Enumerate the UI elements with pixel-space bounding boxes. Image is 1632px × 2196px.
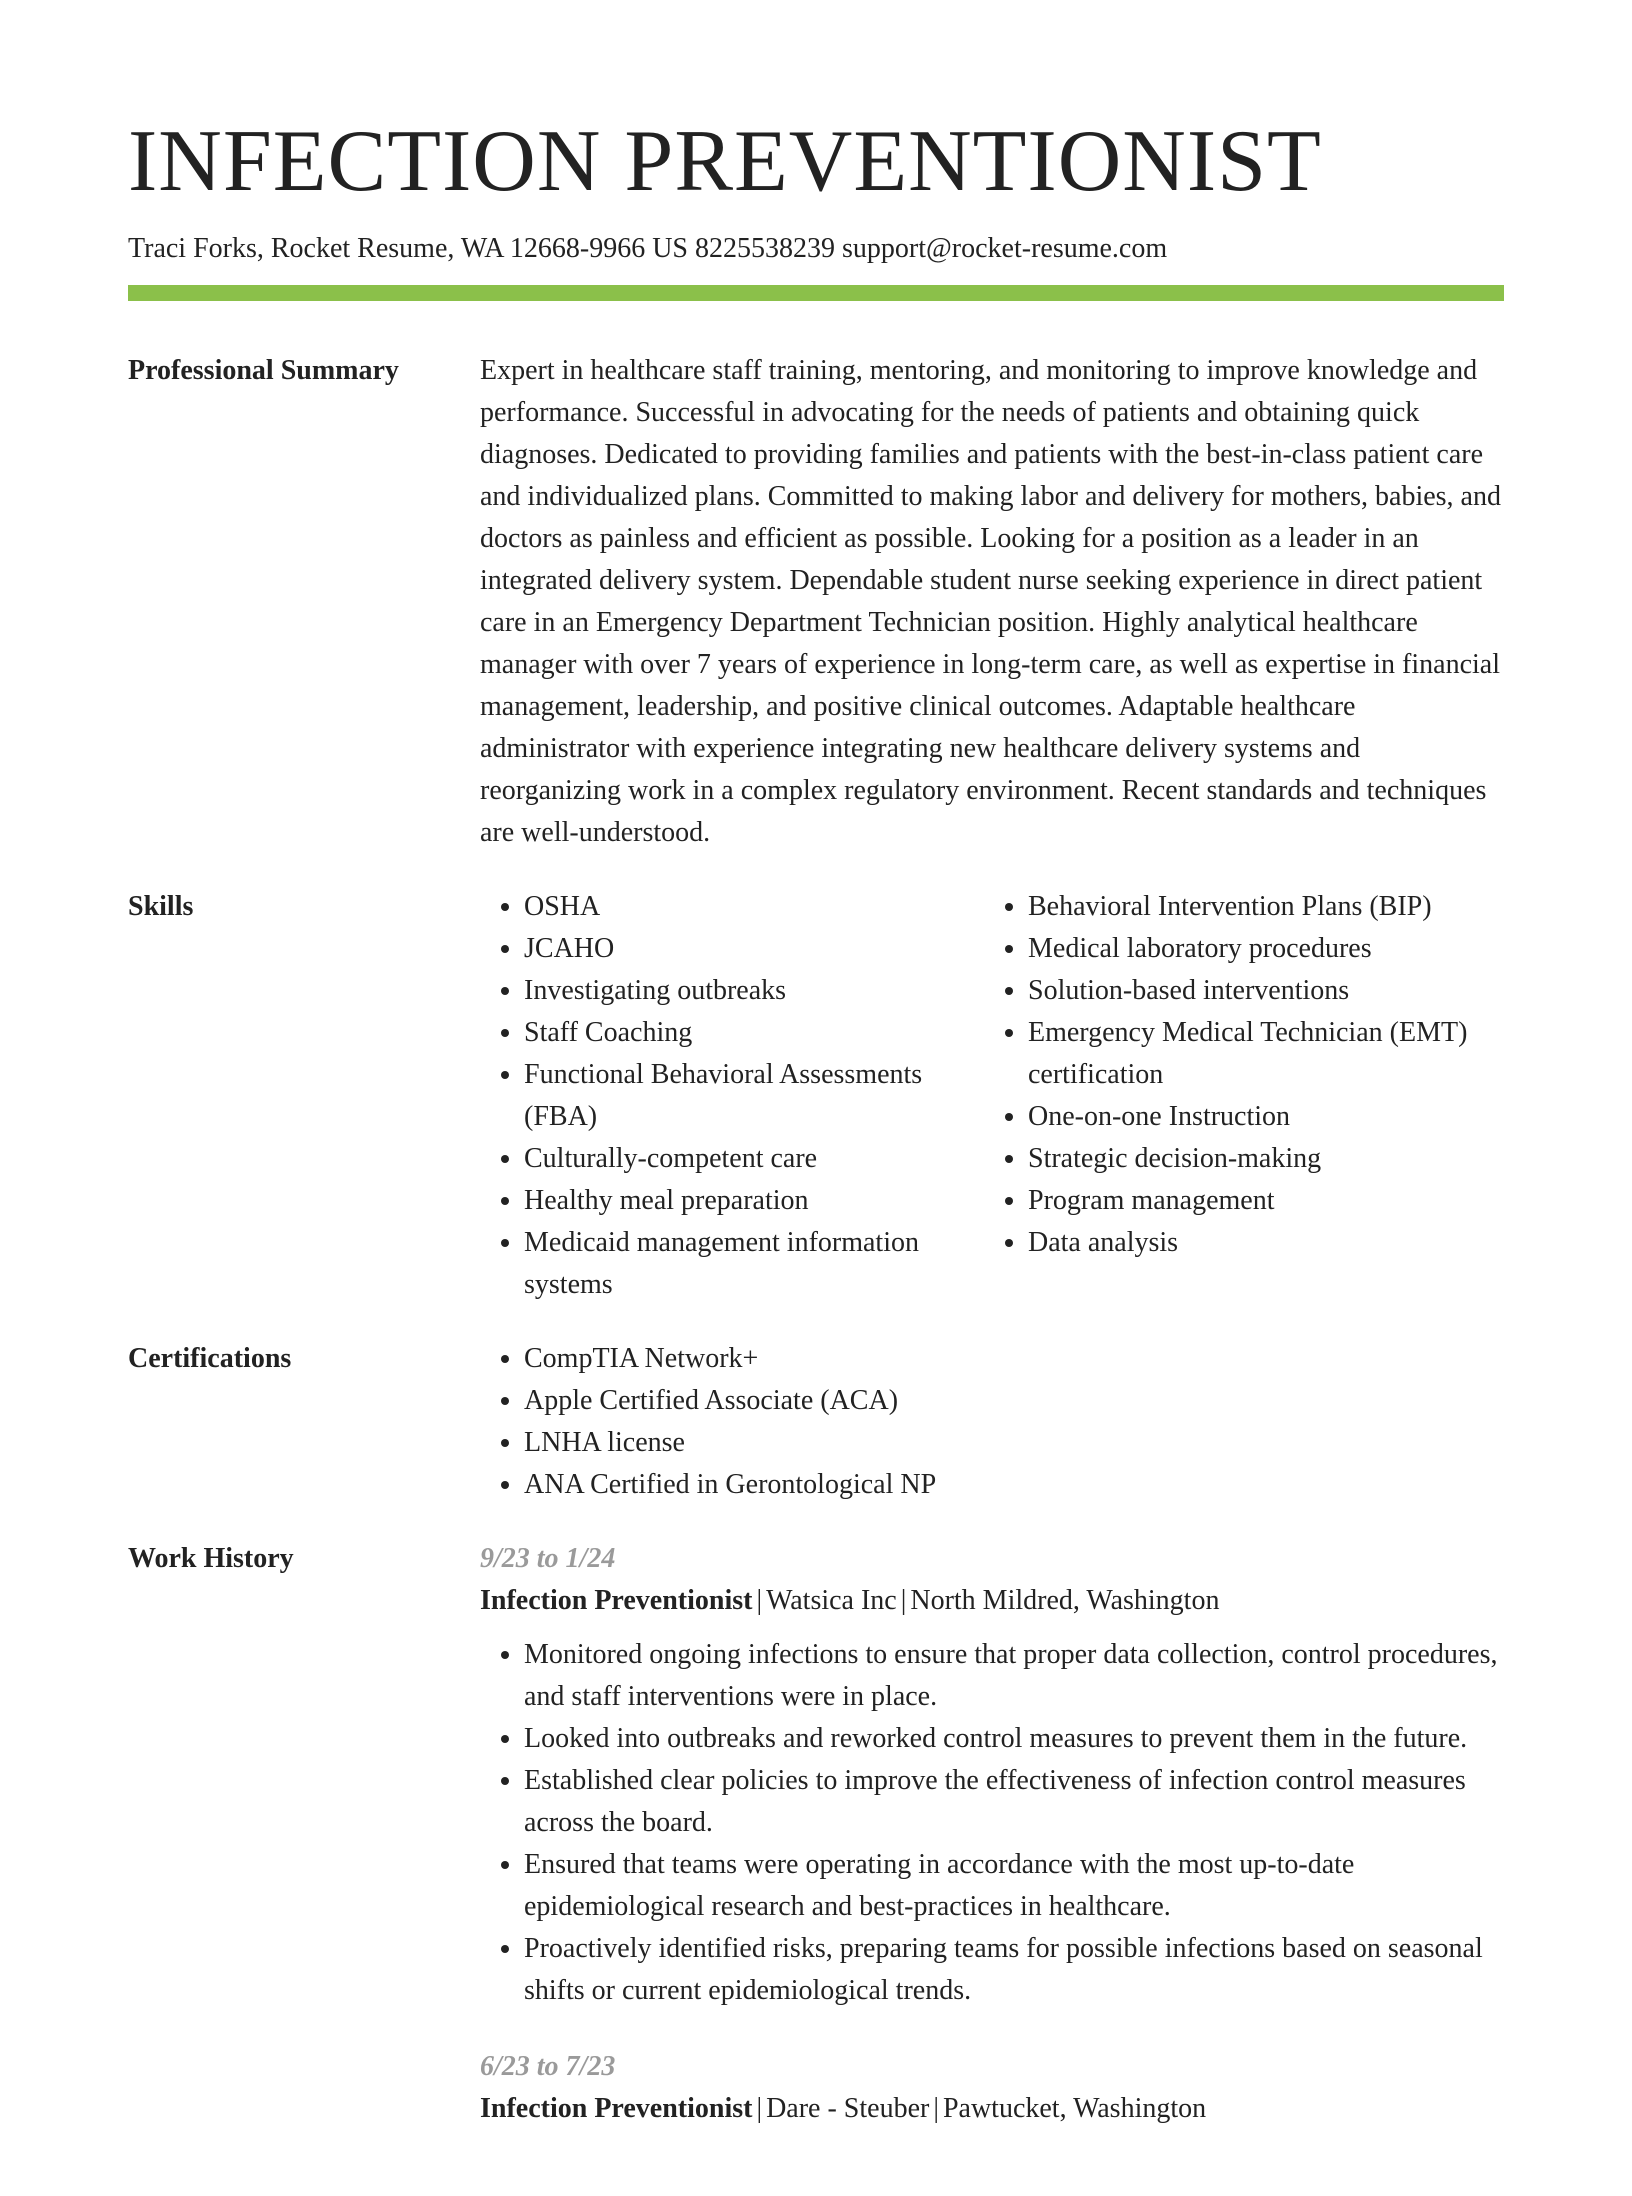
skill-item: • JCAHO <box>524 928 984 970</box>
job-responsibilities <box>480 1634 1504 2012</box>
skill-item: • Data analysis <box>1028 1222 1528 1264</box>
certifications-list <box>480 1338 1504 1506</box>
job-company: Watsica Inc <box>766 1585 897 1616</box>
job-location: North Mildred, Washington <box>910 1585 1220 1616</box>
resume-sections <box>128 350 1504 2196</box>
summary-section <box>128 350 1504 854</box>
responsibility-item: • Ensured that teams were operating in accordance with the most up-to-date epidemiological research and best-practices in healthcare. <box>524 1844 1504 1928</box>
separator: | <box>900 1585 907 1616</box>
contact-email: support@rocket-resume.com <box>842 233 1168 264</box>
skills-list-right <box>984 886 1528 1306</box>
responsibility-item: • Looked into outbreaks and reworked control measures to prevent them in the future. <box>524 1718 1504 1760</box>
certification-item: • Apple Certified Associate (ACA) <box>524 1380 1504 1422</box>
certification-item: • LNHA license <box>524 1422 1504 1464</box>
job-location: Pawtucket, Washington <box>942 2093 1207 2124</box>
job-entry <box>480 2046 1504 2130</box>
contact-line <box>128 232 1167 266</box>
skills-section <box>128 886 1504 1306</box>
certifications-section <box>128 1338 1504 1506</box>
section-title-work-history: Work History <box>128 1543 294 1574</box>
job-title: Infection Preventionist <box>480 1585 753 1616</box>
separator: | <box>933 2093 939 2124</box>
work-history-section <box>128 1538 1504 2164</box>
responsibility-item: • Proactively identified risks, preparing teams for possible infections based on seasonal shifts or current epidemiological trends. <box>524 1928 1504 2012</box>
header-divider <box>128 285 1504 301</box>
contact-address: Traci Forks, Rocket Resume, WA 12668-9966 US <box>128 233 688 264</box>
summary-text: Expert in healthcare staff training, mentoring, and monitoring to improve knowledge and performance. Successful in advocating for the needs of patients and obtaining quick diagnoses. Dedicated to providing families and patients with the best-in-class patient care and individualized plans. Committed to making labor and delivery for mothers, babies, and doctors as painless and efficient as possible. Looking for a position as a leader in an integrated delivery system. Dependable student nurse seeking experience in direct patient care in an Emergency Department Technician position. Highly analytical healthcare manager with over 7 years of experience in long-term care, as well as expertise in financial management, leadership, and positive clinical outcomes. Adaptable healthcare administrator with experience integrating new healthcare delivery systems and reorganizing work in a complex regulatory environment. Recent standards and techniques are well-understood. <box>480 355 1501 848</box>
section-title-skills: Skills <box>128 891 194 922</box>
skills-list-left <box>480 886 984 1306</box>
skill-item: • Medicaid management information systems <box>524 1222 984 1306</box>
separator: | <box>756 1585 763 1616</box>
job-dates: 6/23 to 7/23 <box>480 2051 616 2082</box>
certification-item: • CompTIA Network+ <box>524 1338 1504 1380</box>
job-heading <box>480 2088 1504 2130</box>
skill-item: • Program management <box>1028 1180 1528 1222</box>
candidate-name: INFECTION PREVENTIONIST <box>128 113 1322 210</box>
responsibility-item: • Established clear policies to improve the effectiveness of infection control measures across the board. <box>524 1760 1504 1844</box>
skill-item: • Culturally-competent care <box>524 1138 984 1180</box>
skill-item: • Functional Behavioral Assessments (FBA) <box>524 1054 984 1138</box>
section-title-certifications: Certifications <box>128 1343 292 1374</box>
skill-item: • Strategic decision-making <box>1028 1138 1528 1180</box>
skill-item: • Investigating outbreaks <box>524 970 984 1012</box>
job-heading <box>480 1580 1504 1622</box>
section-title-summary: Professional Summary <box>128 355 399 386</box>
skill-item: • Healthy meal preparation <box>524 1180 984 1222</box>
separator: | <box>756 2093 763 2124</box>
skill-item: • Solution-based interventions <box>1028 970 1528 1012</box>
skill-item: • OSHA <box>524 886 984 928</box>
job-title: Infection Preventionist <box>480 2093 753 2124</box>
contact-phone: 8225538239 <box>695 233 835 264</box>
skill-item: • Medical laboratory procedures <box>1028 928 1528 970</box>
responsibility-item: • Monitored ongoing infections to ensure that proper data collection, control procedures, and staff interventions were in place. <box>524 1634 1504 1718</box>
job-dates: 9/23 to 1/24 <box>480 1543 616 1574</box>
jobs-list <box>480 1538 1504 2164</box>
skill-item: • Emergency Medical Technician (EMT) certification <box>1028 1012 1528 1096</box>
skill-item: • One-on-one Instruction <box>1028 1096 1528 1138</box>
job-company: Dare - Steuber <box>766 2093 930 2124</box>
certification-item: • ANA Certified in Gerontological NP <box>524 1464 1504 1506</box>
job-entry <box>480 1538 1504 2012</box>
skill-item: • Behavioral Intervention Plans (BIP) <box>1028 886 1528 928</box>
skill-item: • Staff Coaching <box>524 1012 984 1054</box>
